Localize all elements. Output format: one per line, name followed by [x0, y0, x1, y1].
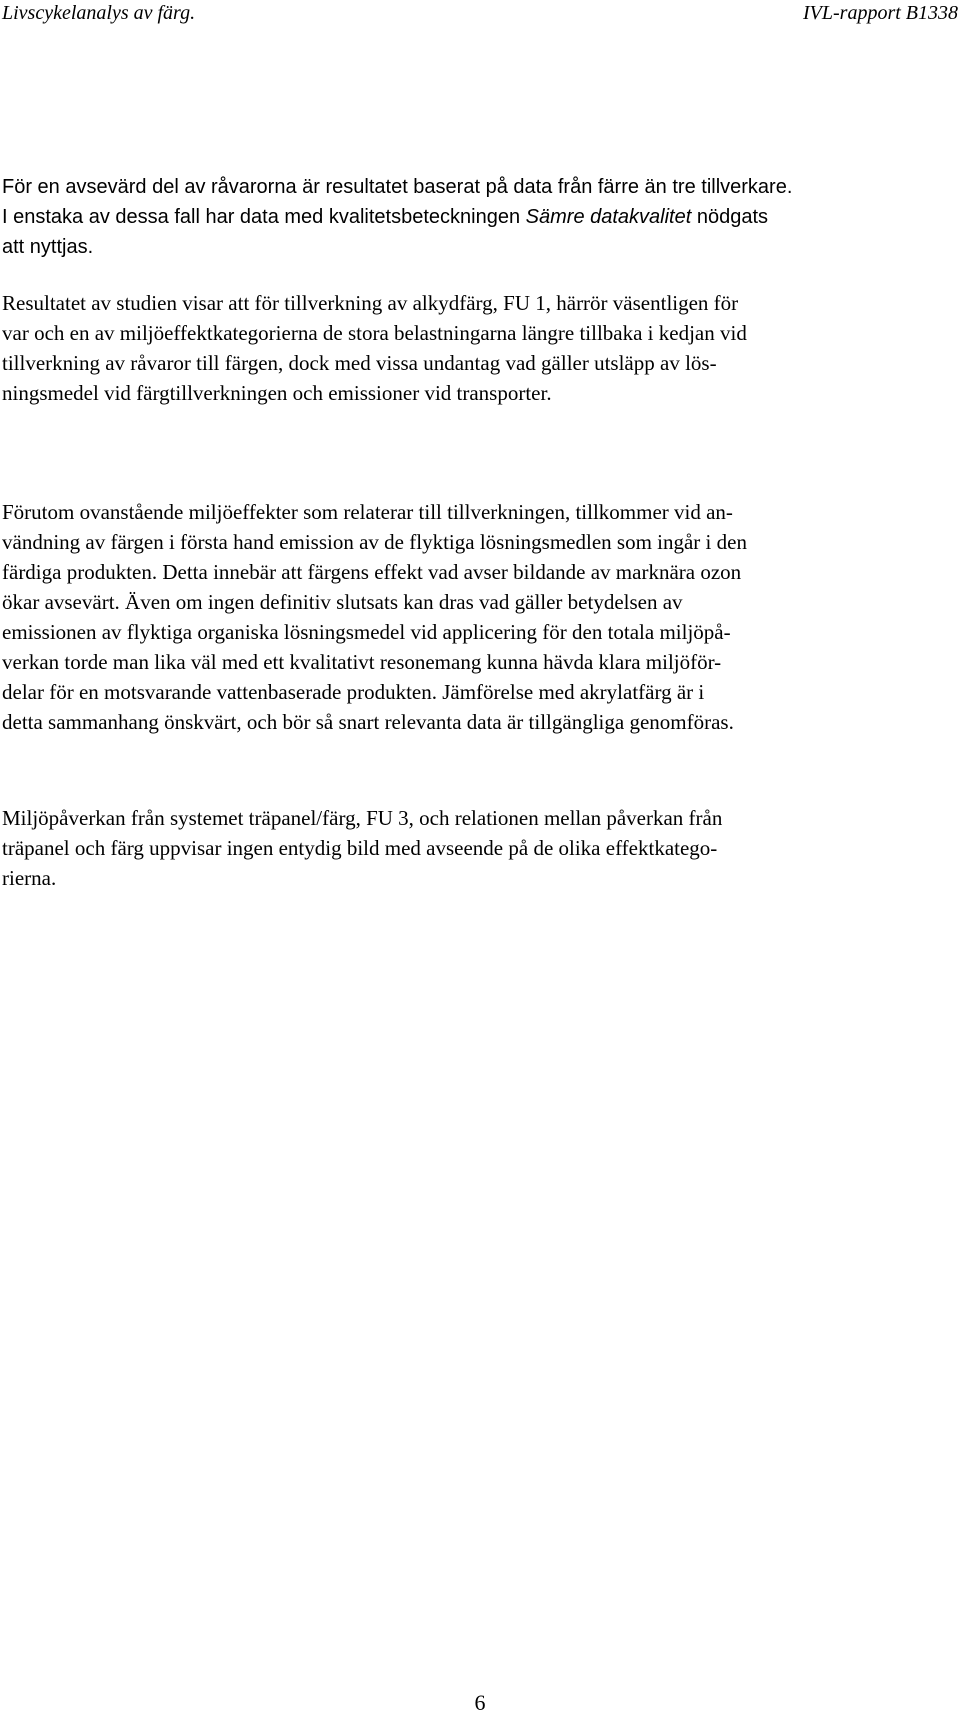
paragraph-line: vändning av färgen i första hand emission av de flyktiga lösningsmedlen som ingår i den: [2, 530, 747, 554]
running-header: [0, 0, 960, 30]
paragraph-line: Resultatet av studien visar att för tillverkning av alkydfärg, FU 1, härrör väsentligen för: [2, 291, 739, 315]
paragraph-line: tillverkning av råvaror till färgen, dock med vissa undantag vad gäller utsläpp av lös-: [2, 351, 717, 375]
header-report-title: Livscykelanalys av färg.: [2, 2, 196, 24]
paragraph-line: delar för en motsvarande vattenbaserade produkten. Jämförelse med akrylatfärg är i: [2, 680, 705, 704]
paragraph-line: rierna.: [2, 866, 57, 890]
paragraph-line: att nyttjas.: [2, 236, 94, 258]
paragraph-line: färdiga produkten. Detta innebär att färgens effekt vad avser bildande av marknära ozon: [2, 560, 742, 584]
paragraph-line: verkan torde man lika väl med ett kvalitativt resonemang kunna hävda klara miljöför-: [2, 650, 722, 674]
paragraph-line: ningsmedel vid färgtillverkningen och emissioner vid transporter.: [2, 381, 552, 405]
paragraph-line: var och en av miljöeffektkategorierna de stora belastningarna längre tillbaka i kedjan vid: [2, 321, 747, 345]
header-report-number: IVL-rapport B1338: [803, 2, 958, 24]
emphasized-term: Sämre datakvalitet: [525, 206, 692, 228]
paragraph-line: [2, 202, 958, 232]
paragraph-data-quality: [2, 172, 958, 262]
text-run: nödgats: [691, 206, 769, 228]
paragraph-results-alkyd: [2, 288, 958, 408]
paragraph-use-phase-emissions: [2, 497, 958, 737]
paragraph-wood-panel-system: [2, 803, 958, 893]
paragraph-line: För en avsevärd del av råvarorna är resultatet baserat på data från färre än tre tillverkare.: [2, 176, 793, 198]
page-number: 6: [474, 1690, 486, 1715]
paragraph-line: Miljöpåverkan från systemet träpanel/färg, FU 3, och relationen mellan påverkan från: [2, 806, 723, 830]
paragraph-line: Förutom ovanstående miljöeffekter som relaterar till tillverkningen, tillkommer vid an-: [2, 500, 733, 524]
paragraph-line: detta sammanhang önskvärt, och bör så snart relevanta data är tillgängliga genomföras.: [2, 710, 734, 734]
paragraph-line: emissionen av flyktiga organiska lösningsmedel vid applicering för den totala miljöpå-: [2, 620, 731, 644]
paragraph-line: träpanel och färg uppvisar ingen entydig bild med avseende på de olika effektkatego-: [2, 836, 718, 860]
text-run: I enstaka av dessa fall har data med kvalitetsbeteckningen: [2, 206, 526, 228]
paragraph-line: ökar avsevärt. Även om ingen definitiv slutsats kan dras vad gäller betydelsen av: [2, 590, 683, 614]
